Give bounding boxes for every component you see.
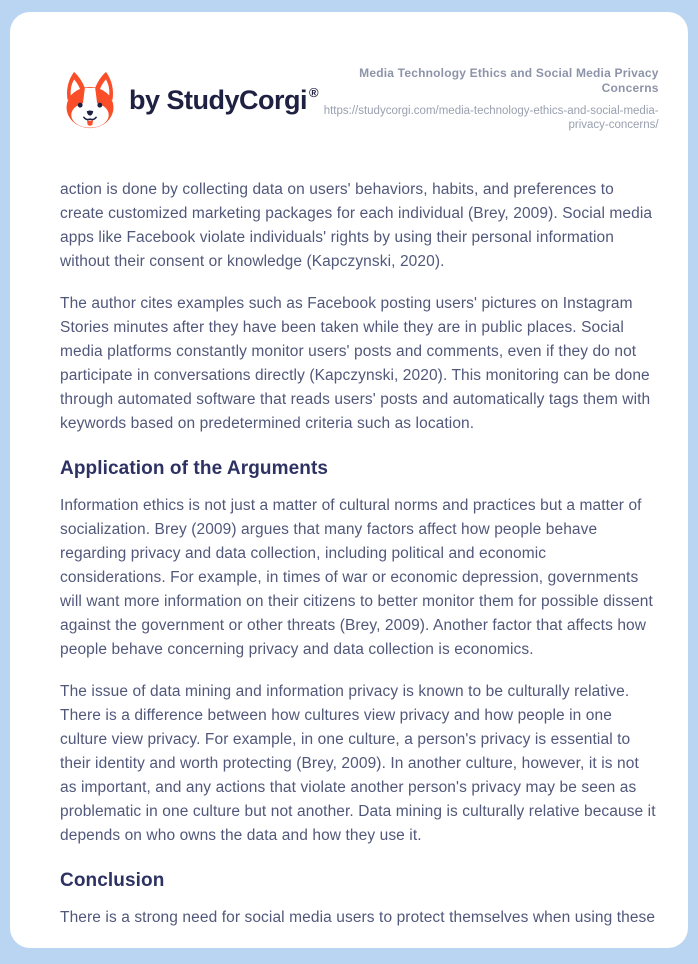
brand-wordmark-text: by StudyCorgi — [129, 84, 308, 115]
brand-wordmark — [129, 85, 319, 116]
document-url-link[interactable]: https://studycorgi.com/media-technology-ethics-and-social-media-privacy-concerns/ — [323, 105, 659, 131]
studycorgi-brand — [60, 70, 319, 130]
article-paragraph: Information ethics is not just a matter of cultural norms and practices but a matter of socialization. Brey (2009) argues that many factors affect how people behave regarding privacy and data collection, including political and economic considerations. For example, in times of war or economic depression, governments will want more information on their citizens to better monitor them for possible dissent against the government or other threats (Brey, 2009). Another factor that affects how people behave concerning privacy and data collection is economics. — [60, 497, 653, 658]
article-body — [60, 178, 656, 930]
article-paragraph: action is done by collecting data on users' behaviors, habits, and preferences to create customized marketing packages for each individual (Brey, 2009). Social media apps like Facebook violate individuals' rights by using their personal information without their consent or knowledge (Kapczynski, 2020). — [60, 181, 653, 270]
section-heading-application-of-the-arguments: Application of the Arguments — [60, 458, 329, 479]
section-heading-conclusion: Conclusion — [60, 870, 165, 891]
registered-trademark-symbol: ® — [309, 84, 319, 100]
document-title: Media Technology Ethics and Social Media Privacy Concerns — [359, 66, 659, 95]
page-header — [60, 64, 659, 132]
article-paragraph: The author cites examples such as Facebook posting users' pictures on Instagram Stories minutes after they have been taken while they are in public places. Social media platforms constantly monitor users' posts and comments, even if they do not participate in conversations directly (Kapczynski, 2020). This monitoring can be done through automated software that reads users' posts and automatically tags them with keywords based on predetermined criteria such as location. — [60, 295, 651, 432]
corgi-logo-icon — [60, 70, 120, 130]
document-meta — [319, 64, 659, 132]
article-paragraph: The issue of data mining and information privacy is known to be culturally relative. There is a difference between how cultures view privacy and how people in one culture view privacy. For example, in one culture, a person's privacy is essential to their identity and worth protecting (Brey, 2009). In another culture, however, it is not as important, and any actions that violate another person's privacy may be seen as problematic in one culture but not another. Data mining is culturally relative because it depends on who owns the data and how they use it. — [60, 683, 656, 844]
document-page-card — [10, 12, 688, 948]
article-paragraph-truncated: There is a strong need for social media users to protect themselves when using these — [60, 909, 656, 926]
